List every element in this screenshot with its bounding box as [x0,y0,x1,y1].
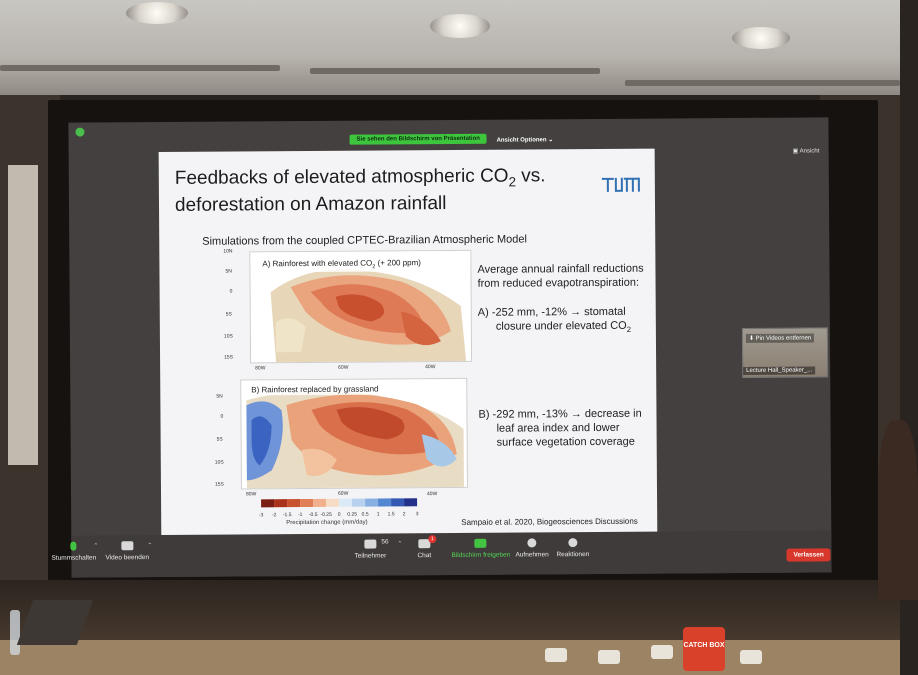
colorbar-tick-label: -3 [258,512,264,519]
chat-badge: 1 [428,535,436,543]
colorbar-tick-label: 1.5 [387,511,395,518]
lon-tick: 40W [427,491,438,498]
shield-icon [75,128,84,137]
participants-button[interactable]: Teilnehmer [354,539,386,559]
screen-share-banner: Sie sehen den Bildschirm von Präsentation [350,134,487,145]
lat-tick: 5N [216,393,223,400]
wall-panel [8,165,38,465]
point-a-text: A) -252 mm, -12% → stomatal closure under elevated $CO_2$ [477,305,632,334]
participants-icon [364,540,376,549]
lat-tick: 5S [216,436,223,443]
colorbar-tick-label: 2 [402,511,406,518]
colorbar-swatches [261,498,417,507]
reactions-button[interactable]: Reaktionen [556,538,589,558]
mute-button[interactable]: Stummschalten [51,541,96,561]
map-a [249,250,472,364]
lat-tick: 10S [223,333,233,340]
colorbar-tick-label: -0.5 [308,511,318,518]
lon-tick: 60W [338,364,349,371]
ceiling-vent [625,80,900,86]
colorbar-tick-label: -1 [297,512,303,519]
catchbox-microphone: CATCH BOX [683,627,725,671]
zoom-window [51,117,831,577]
meeting-toolbar [51,530,831,577]
ceiling-vent [310,68,600,74]
chevron-up-icon[interactable]: ⌃ [397,541,403,548]
ceiling-light [126,2,188,24]
lat-tick: 0 [229,288,233,295]
lat-tick: 5N [225,268,232,275]
microphone-icon [71,542,77,551]
map-b-label: B) Rainforest replaced by grassland [249,383,380,395]
lat-tick: 5S [225,311,232,318]
lat-tick: 10S [214,459,224,466]
cup [545,648,567,662]
presentation-slide [159,149,658,538]
colorbar-tick-label: -2 [271,512,277,519]
record-button[interactable]: Aufnehmen [515,538,548,558]
colorbar-ticks [259,511,419,518]
lon-tick: 80W [255,365,266,372]
slide-title [175,165,595,216]
colorbar-tick-label: 3 [415,511,419,518]
desk-surface [0,640,900,675]
citation: Sampaio et al. 2020, Biogeosciences Discussions [461,516,638,527]
precipitation-colorbar [258,498,431,521]
unpin-video-button[interactable]: ⬇ Pin Videos entfernen [746,333,814,342]
tum-logo [601,177,641,193]
lat-tick: 0 [220,413,224,420]
slide-subtitle: Simulations from the coupled CPTEC-Brazilian Atmospheric Model [202,233,527,248]
ceiling-vent [0,65,280,71]
colorbar-tick-label: 0.25 [347,511,358,518]
colorbar-tick-label: -0.25 [320,511,332,518]
ceiling [0,0,900,95]
view-button-label: Ansicht [799,148,820,155]
title-line2: deforestation on Amazon rainfall [174,192,447,216]
speaker-name: Lecture Hall_Speaker_... [743,366,815,375]
leave-meeting-button[interactable]: Verlassen [786,548,830,561]
ceiling-light [732,27,790,49]
map-b [240,378,468,490]
title-line1: Feedbacks of elevated atmospheric $CO_2$ vs. [174,165,546,190]
video-camera-icon [121,541,133,550]
colorbar-tick-label: -1.5 [282,512,292,519]
lon-tick: 80W [245,491,257,498]
point-b-text: B) -292 mm, -13% → decrease in leaf area index and lower surface vegetation coverage [478,407,642,449]
participants-count: 56 [381,538,389,546]
record-icon [527,538,536,547]
share-screen-button[interactable]: Bildschirm freigeben [451,539,510,559]
colorbar-tick-label: 0 [337,511,341,518]
smiley-icon [568,538,577,547]
share-screen-icon [475,539,487,548]
colorbar-tick-label: 1 [376,511,380,518]
cup [740,650,762,664]
cup [598,650,620,664]
water-bottle [10,610,20,655]
map-a-label: A) Rainforest with elevated $CO_2$ (+ 200 ppm) [260,257,423,272]
speaker-video-tile[interactable] [742,327,828,378]
lat-tick: 15S [214,481,224,488]
legend-label: Precipitation change (mm/day) [286,519,368,527]
audience-person [878,420,918,600]
map-b-field [241,379,467,489]
lat-tick: 15S [224,354,233,361]
view-button[interactable]: ▣ Ansicht [792,148,820,155]
colorbar-tick-label: 0.5 [361,511,369,518]
chat-button[interactable]: Chat [417,539,431,559]
chevron-up-icon[interactable]: ⌃ [93,543,99,550]
cup [651,645,673,659]
chevron-up-icon[interactable]: ⌃ [147,543,153,550]
ceiling-light [430,14,490,38]
view-options-menu[interactable]: Ansicht Optionen ⌄ [496,137,554,144]
lon-tick: 60W [337,490,349,497]
stop-video-button[interactable]: Video beenden [105,541,149,561]
lon-tick: 40W [425,364,436,371]
lat-tick: 10N [223,248,233,255]
intro-text: Average annual rainfall reductions from reduced evapotranspiration: [477,262,644,290]
